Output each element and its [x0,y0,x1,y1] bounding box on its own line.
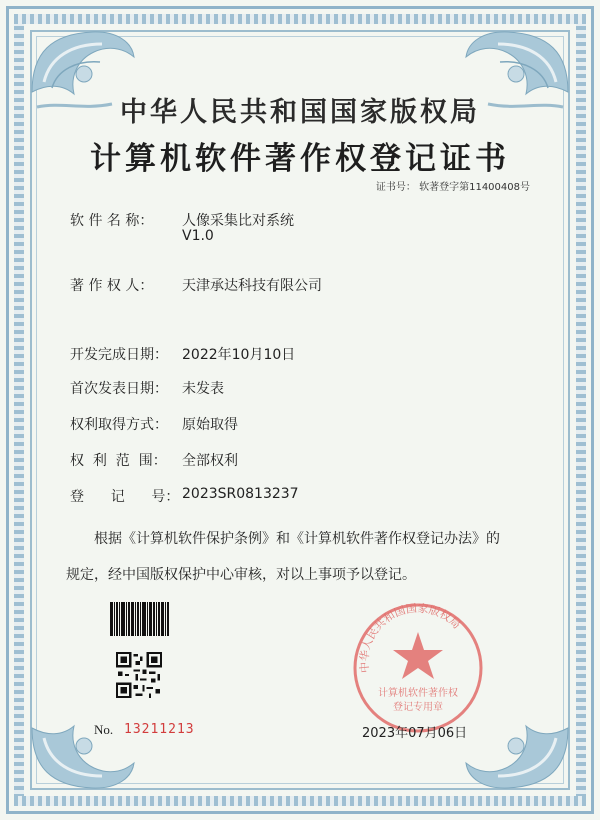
field-label-registration-number: 登 记 号： [70,489,180,505]
issuing-authority: 中华人民共和国国家版权局 [120,97,480,128]
official-seal-icon [348,598,488,738]
field-value-acquisition-method: 原始取得 [182,417,238,433]
seal-inner-line-1: 计算机软件著作权 [378,688,458,699]
field-value-rights-scope: 全部权利 [182,453,238,469]
field-label-completion-date: 开发完成日期： [70,347,168,363]
qr-code-icon [116,652,162,698]
seal-outer-text: 中华人民共和国国家版权局 [357,601,464,674]
serial-number-value: 13211213 [124,722,195,737]
field-label-acquisition-method: 权利取得方式： [70,417,168,433]
field-label-rights-scope: 权 利 范 围： [70,453,167,469]
issue-date: 2023年07月06日 [362,726,468,741]
field-label-software-name: 软 件 名 称： [70,213,154,229]
field-value-software-version: V1.0 [182,228,214,244]
statement-line-2: 规定，经中国版权保护中心审核，对以上事项予以登记。 [66,567,416,583]
corner-ornament-icon [22,703,142,798]
field-value-software-name: 人像采集比对系统 [182,213,294,229]
field-value-registration-number: 2023SR0813237 [182,486,299,502]
seal-inner-line-2: 登记专用章 [393,702,443,713]
field-value-publish-date: 未发表 [182,381,224,397]
certificate-title: 计算机软件著作权登记证书 [90,141,510,177]
field-value-completion-date: 2022年10月10日 [182,347,296,363]
field-label-publish-date: 首次发表日期： [70,381,168,397]
barcode-icon [110,602,182,636]
serial-number-label: No. [94,722,114,737]
statement-line-1: 根据《计算机软件保护条例》和《计算机软件著作权登记办法》的 [94,531,500,547]
field-label-copyright-owner: 著 作 权 人： [70,278,154,294]
certificate-number: 证书号： 软著登字第11400408号 [375,182,530,193]
field-value-copyright-owner: 天津承达科技有限公司 [182,278,322,294]
